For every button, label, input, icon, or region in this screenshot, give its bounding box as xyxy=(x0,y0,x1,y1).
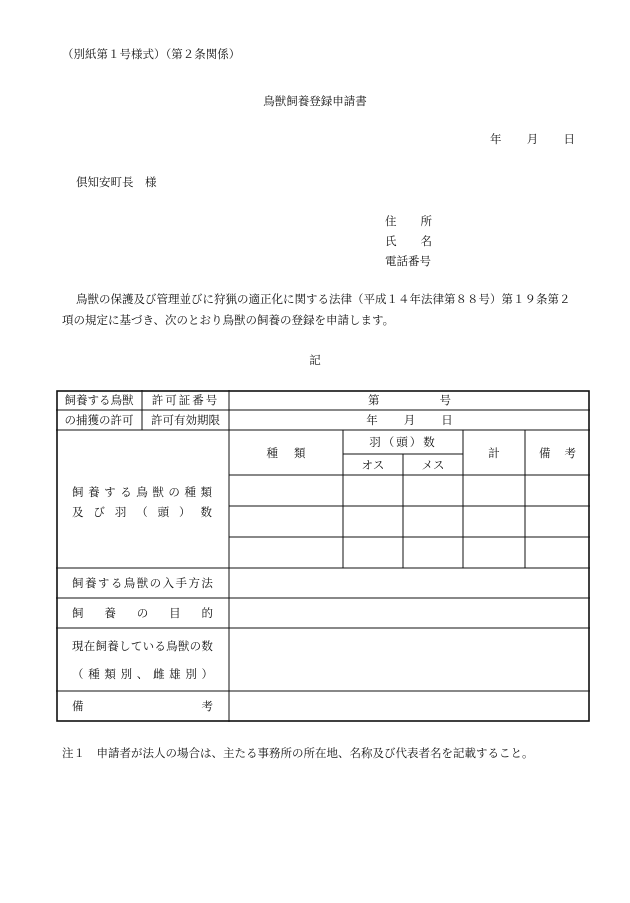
date-year: 年 xyxy=(490,132,502,146)
applicant-address-label: 住 所 xyxy=(385,214,432,228)
applicant-phone-label: 電話番号 xyxy=(385,254,431,268)
purpose-label xyxy=(72,598,213,628)
permit-validity-label: 許可有効期限 xyxy=(151,413,220,427)
label-char: る xyxy=(154,639,166,653)
form-reference: （別紙第１号様式）（第２条関係） xyxy=(62,47,241,61)
label-char: 養 xyxy=(107,639,119,653)
registration-form-table xyxy=(56,390,590,722)
label-char: 飼 xyxy=(72,576,84,590)
label-char: 飼 xyxy=(72,606,84,620)
col-male-header: オス xyxy=(361,457,385,472)
label-char: 雄 xyxy=(169,667,181,681)
document-title: 鳥獣飼養登録申請書 xyxy=(263,94,367,108)
label-char: の xyxy=(189,639,202,653)
label-char: 数 xyxy=(200,505,212,519)
label-char: 鳥 xyxy=(136,485,148,499)
date-day: 日 xyxy=(563,132,575,146)
label-char: 種 xyxy=(88,667,100,681)
label-char: す xyxy=(97,576,110,590)
label-char: 的 xyxy=(201,606,213,620)
addressee: 倶知安町長 様 xyxy=(76,175,157,189)
col-total-header: 計 xyxy=(488,445,500,460)
label-char: 養 xyxy=(104,606,116,620)
statement-line-1: 鳥獣の保護及び管理並びに狩猟の適正化に関する法律（平成１４年法律第８８号）第１９条第２ xyxy=(76,292,571,306)
label-char: 考 xyxy=(201,699,213,713)
species-count-line1 xyxy=(72,484,212,504)
label-char: し xyxy=(119,639,131,653)
species-count-line2 xyxy=(72,504,212,524)
application-date xyxy=(490,131,575,147)
label-char: 手 xyxy=(175,576,187,590)
label-char: 備 xyxy=(72,699,84,713)
label-char: 在 xyxy=(83,639,96,653)
label-char: す xyxy=(104,485,116,499)
label-char: 別 xyxy=(185,667,197,681)
label-char: 頭 xyxy=(157,505,170,519)
col-remarks-header: 備考 xyxy=(539,445,590,460)
label-char: （ xyxy=(136,505,148,519)
label-char: 法 xyxy=(201,576,213,590)
current-count-line1 xyxy=(72,636,213,656)
validity-day: 日 xyxy=(441,413,453,427)
permit-number-label: 許可証番号 xyxy=(151,393,220,407)
label-char: 種 xyxy=(184,485,196,499)
label-char: 雌 xyxy=(152,667,165,681)
date-month: 月 xyxy=(526,132,539,146)
applicant-name-label: 氏 名 xyxy=(385,234,432,248)
label-char: の xyxy=(149,576,162,590)
label-char: 獣 xyxy=(136,576,149,590)
label-char: 羽 xyxy=(114,505,127,519)
applicant-block xyxy=(385,211,432,271)
label-char: 及 xyxy=(72,505,84,519)
label-char: 数 xyxy=(201,639,213,653)
validity-year: 年 xyxy=(366,413,378,427)
permit-number-prefix: 第 xyxy=(368,393,380,407)
label-char: ） xyxy=(201,667,213,681)
permit-number-field[interactable] xyxy=(229,390,590,410)
label-char: い xyxy=(142,639,155,653)
species-count-label xyxy=(72,484,212,524)
label-char: 鳥 xyxy=(166,639,178,653)
col-species-header: 種類 xyxy=(266,445,322,460)
label-char: の xyxy=(136,606,149,620)
capture-permit-line2: の捕獲の許可 xyxy=(64,413,134,427)
label-char: 目 xyxy=(169,606,181,620)
application-statement xyxy=(62,289,590,331)
label-char: 類 xyxy=(200,485,212,499)
label-char: 獣 xyxy=(177,639,190,653)
current-count-line2 xyxy=(72,664,213,684)
label-char: 方 xyxy=(188,576,200,590)
statement-line-2: 項の規定に基づき、次のとおり鳥獣の飼養の登録を申請します。 xyxy=(62,313,395,327)
label-char: び xyxy=(93,505,105,519)
label-char: 入 xyxy=(162,576,175,590)
label-char: の xyxy=(168,485,180,499)
remarks-row-label xyxy=(72,691,213,721)
label-char: 獣 xyxy=(152,485,164,499)
acquisition-label xyxy=(72,568,213,598)
label-char: 別 xyxy=(120,667,133,681)
label-char: 養 xyxy=(88,485,100,499)
validity-month: 月 xyxy=(403,413,416,427)
permit-number-suffix: 号 xyxy=(439,393,451,407)
label-char: 、 xyxy=(136,667,149,681)
label-char: ） xyxy=(179,505,191,519)
label-char: 飼 xyxy=(95,639,108,653)
label-char: る xyxy=(120,485,132,499)
label-char: 類 xyxy=(104,667,116,681)
label-char: 鳥 xyxy=(123,576,136,590)
footnote: 注１ 申請者が法人の場合は、主たる事務所の所在地、名称及び代表者名を記載すること。 xyxy=(62,746,534,760)
label-char: 飼 xyxy=(72,485,84,499)
col-count-header: 羽（頭）数 xyxy=(369,435,437,449)
label-char: る xyxy=(110,576,123,590)
label-char: 現 xyxy=(72,639,84,653)
label-char: 養 xyxy=(84,576,97,590)
label-char: て xyxy=(130,639,143,653)
ki-heading: 記 xyxy=(309,353,321,367)
col-female-header: メス xyxy=(421,457,445,472)
label-char: （ xyxy=(72,667,84,681)
capture-permit-line1: 飼養する鳥獣 xyxy=(64,393,134,407)
permit-validity-field[interactable] xyxy=(229,410,590,430)
